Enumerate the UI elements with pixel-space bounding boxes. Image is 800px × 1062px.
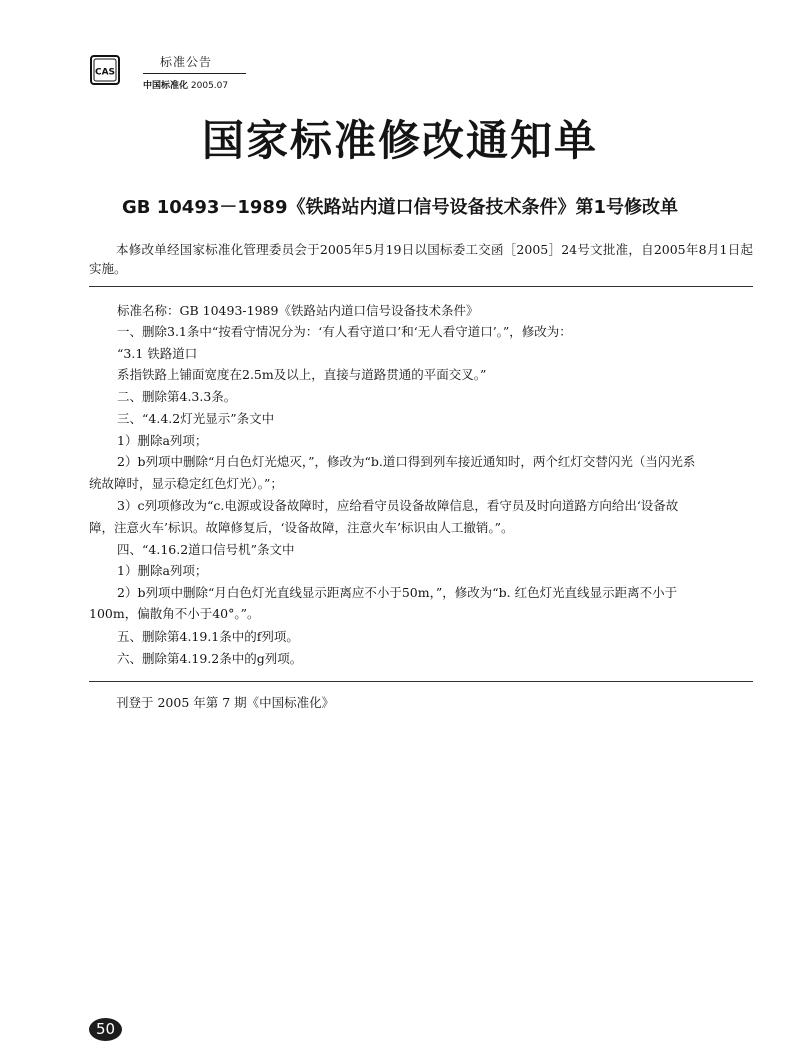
body-line: 三、“4.4.2灯光显示”条文中 <box>117 411 275 426</box>
body-line: 100m，偏散角不小于40°。”。 <box>89 606 260 621</box>
issue-number: 2005.07 <box>190 81 229 91</box>
intro-paragraph: 本修改单经国家标准化管理委员会于2005年5月19日以国标委工交函［2005］24号文批准，自2005年8月1日起实施。 <box>89 242 753 276</box>
body-line: “3.1 铁路道口 <box>117 346 198 361</box>
body-line: 五、删除第4.19.1条中的f列项。 <box>117 629 299 644</box>
logo-text: CAS <box>94 67 116 78</box>
body-line: 一、删除3.1条中“按看守情况分为：‘有人看守道口’和‘无人看守道口’。”，修改为： <box>117 324 572 339</box>
top-divider <box>89 286 753 287</box>
page-number-badge: 50 <box>89 1018 122 1041</box>
body-line: 四、“4.16.2道口信号机”条文中 <box>117 542 295 557</box>
body-line: 标准名称：GB 10493-1989《铁路站内道口信号设备技术条件》 <box>117 303 479 318</box>
body-line: 1）删除a列项； <box>117 563 208 578</box>
publication-note: 刊登于 2005 年第 7 期《中国标准化》 <box>116 695 335 710</box>
body-line: 六、删除第4.19.2条中的g列项。 <box>117 651 303 666</box>
body-line: 3）c列项修改为“c.电源或设备故障时，应给看守员设备故障信息，看守员及时向道路方向给出‘设备故 <box>117 498 679 513</box>
body-line: 2）b列项中删除“月白色灯光熄灭，”，修改为“b.道口得到列车接近通知时，两个红灯交替闪光（当闪光系 <box>117 454 696 469</box>
bottom-divider <box>89 681 753 682</box>
column-title: 标准公告 <box>160 55 213 69</box>
body-line: 障，注意火车’标识。故障修复后，‘设备故障，注意火车’标识由人工撤销。”。 <box>89 520 514 535</box>
body-line: 1）删除a列项； <box>117 433 208 448</box>
journal-name: 中国标准化 <box>143 81 189 91</box>
body-line: 2）b列项中删除“月白色灯光直线显示距离应不小于50m，”，修改为“b. 红色灯光直线显示距离不小于 <box>117 585 678 600</box>
page-title: 国家标准修改通知单 <box>201 116 598 165</box>
cas-logo-icon <box>90 55 120 85</box>
header-divider <box>143 73 246 74</box>
journal-issue <box>143 78 228 91</box>
body-line: 二、删除第4.3.3条。 <box>117 389 237 404</box>
page-subtitle: GB 10493－1989《铁路站内道口信号设备技术条件》第1号修改单 <box>121 197 678 218</box>
body-line: 统故障时，显示稳定红色灯光）。”； <box>89 476 283 491</box>
body-line: 系指铁路上铺面宽度在2.5m及以上，直接与道路贯通的平面交叉。” <box>117 367 487 382</box>
